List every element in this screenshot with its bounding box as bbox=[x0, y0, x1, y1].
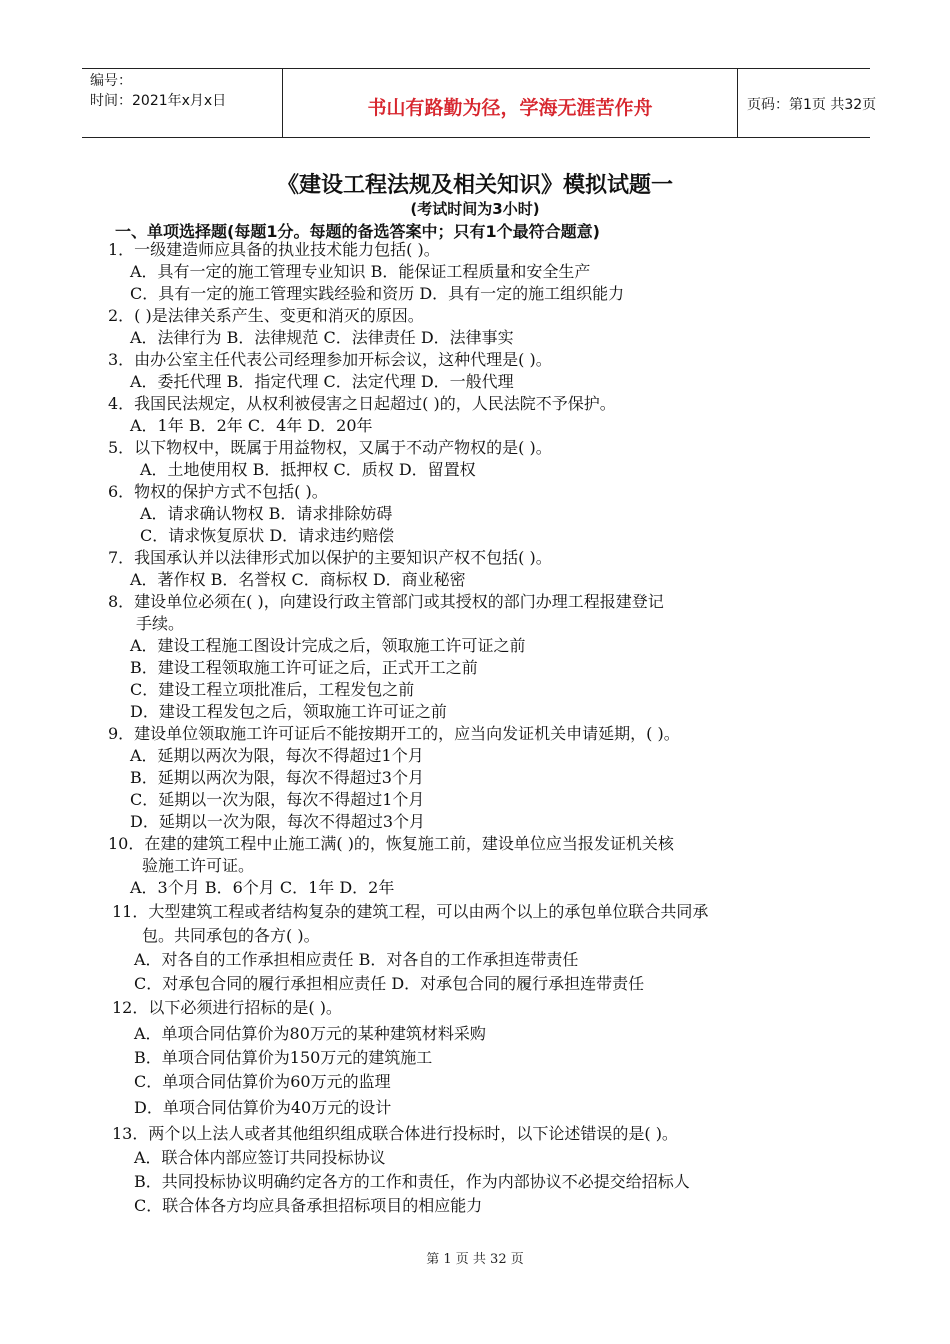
question-line: 7．我国承认并以法律形式加以保护的主要知识产权不包括( )。 bbox=[108, 548, 552, 567]
option-line: C．具有一定的施工管理实践经验和资历 D．具有一定的施工组织能力 bbox=[130, 284, 625, 303]
option-line: A．联合体内部应签订共同投标协议 bbox=[134, 1148, 386, 1167]
option-line: A．著作权 B．名誉权 C．商标权 D．商业秘密 bbox=[130, 570, 466, 589]
question-line: 1．一级建造师应具备的执业技术能力包括( )。 bbox=[108, 240, 440, 259]
exam-subtitle: (考试时间为3小时) bbox=[410, 200, 540, 218]
question-continuation: 包。共同承包的各方( )。 bbox=[142, 926, 320, 945]
header-motto-cell bbox=[282, 69, 738, 137]
question-line: 8．建设单位必须在( )，向建设行政主管部门或其授权的部门办理工程报建登记 bbox=[108, 592, 664, 611]
question-line: 2．( )是法律关系产生、变更和消灭的原因。 bbox=[108, 306, 424, 325]
question-line: 4．我国民法规定，从权利被侵害之日起超过( )的，人民法院不予保护。 bbox=[108, 394, 616, 413]
option-line: D．建设工程发包之后，领取施工许可证之前 bbox=[130, 702, 447, 721]
page-info: 页码：第1页 共32页 bbox=[747, 97, 877, 113]
option-line: A．法律行为 B．法律规范 C．法律责任 D．法律事实 bbox=[130, 328, 514, 347]
option-line: C．单项合同估算价为60万元的监理 bbox=[134, 1072, 391, 1091]
option-line: A．建设工程施工图设计完成之后，领取施工许可证之前 bbox=[130, 636, 526, 655]
question-line: 9．建设单位领取施工许可证后不能按期开工的，应当向发证机关申请延期，( )。 bbox=[108, 724, 680, 743]
header-meta-cell bbox=[82, 69, 282, 137]
question-line: 11．大型建筑工程或者结构复杂的建筑工程，可以由两个以上的承包单位联合共同承 bbox=[112, 902, 709, 921]
option-line: A．对各自的工作承担相应责任 B．对各自的工作承担连带责任 bbox=[134, 950, 579, 969]
option-line: A．具有一定的施工管理专业知识 B．能保证工程质量和安全生产 bbox=[130, 262, 591, 281]
question-continuation: 验施工许可证。 bbox=[142, 856, 255, 875]
option-line: A．请求确认物权 B．请求排除妨碍 bbox=[140, 504, 393, 523]
option-line: A．土地使用权 B．抵押权 C．质权 D．留置权 bbox=[140, 460, 476, 479]
question-line: 3．由办公室主任代表公司经理参加开标会议，这种代理是( )。 bbox=[108, 350, 552, 369]
exam-title: 《建设工程法规及相关知识》模拟试题一 bbox=[276, 173, 673, 198]
option-line: C．联合体各方均应具备承担招标项目的相应能力 bbox=[134, 1196, 483, 1215]
date-line: 时间：2021年x月x日 bbox=[90, 93, 227, 109]
option-line: C．请求恢复原状 D．请求违约赔偿 bbox=[140, 526, 395, 545]
option-line: A．委托代理 B．指定代理 C．法定代理 D．一般代理 bbox=[130, 372, 514, 391]
serial-label: 编号： bbox=[90, 73, 132, 89]
option-line: C．延期以一次为限，每次不得超过1个月 bbox=[130, 790, 425, 809]
option-line: A．延期以两次为限，每次不得超过1个月 bbox=[130, 746, 424, 765]
question-line: 5．以下物权中，既属于用益物权，又属于不动产物权的是( )。 bbox=[108, 438, 552, 457]
option-line: B．延期以两次为限，每次不得超过3个月 bbox=[130, 768, 424, 787]
option-line: D．延期以一次为限，每次不得超过3个月 bbox=[130, 812, 426, 831]
section-heading: 一、单项选择题(每题1分。每题的备选答案中；只有1个最符合题意) bbox=[115, 222, 600, 241]
document-header bbox=[82, 68, 877, 138]
question-line: 10．在建的建筑工程中止施工满( )的，恢复施工前，建设单位应当报发证机关核 bbox=[108, 834, 674, 853]
option-line: D．单项合同估算价为40万元的设计 bbox=[134, 1098, 392, 1117]
question-line: 12．以下必须进行招标的是( )。 bbox=[112, 998, 342, 1017]
motto: 书山有路勤为径，学海无涯苦作舟 bbox=[367, 97, 653, 119]
option-line: A．3个月 B．6个月 C．1年 D．2年 bbox=[130, 878, 395, 897]
page-footer: 第 1 页 共 32 页 bbox=[426, 1252, 524, 1267]
option-line: A．1年 B．2年 C．4年 D．20年 bbox=[130, 416, 373, 435]
question-line: 6．物权的保护方式不包括( )。 bbox=[108, 482, 328, 501]
option-line: B．共同投标协议明确约定各方的工作和责任，作为内部协议不必提交给招标人 bbox=[134, 1172, 690, 1191]
option-line: B．建设工程领取施工许可证之后，正式开工之前 bbox=[130, 658, 478, 677]
option-line: B．单项合同估算价为150万元的建筑施工 bbox=[134, 1048, 433, 1067]
question-line: 13．两个以上法人或者其他组织组成联合体进行投标时，以下论述错误的是( )。 bbox=[112, 1124, 678, 1143]
header-page-cell bbox=[737, 69, 877, 137]
option-line: C．对承包合同的履行承担相应责任 D．对承包合同的履行承担连带责任 bbox=[134, 974, 645, 993]
option-line: C．建设工程立项批准后，工程发包之前 bbox=[130, 680, 415, 699]
option-line: A．单项合同估算价为80万元的某种建筑材料采购 bbox=[134, 1024, 486, 1043]
question-continuation: 手续。 bbox=[136, 614, 185, 633]
